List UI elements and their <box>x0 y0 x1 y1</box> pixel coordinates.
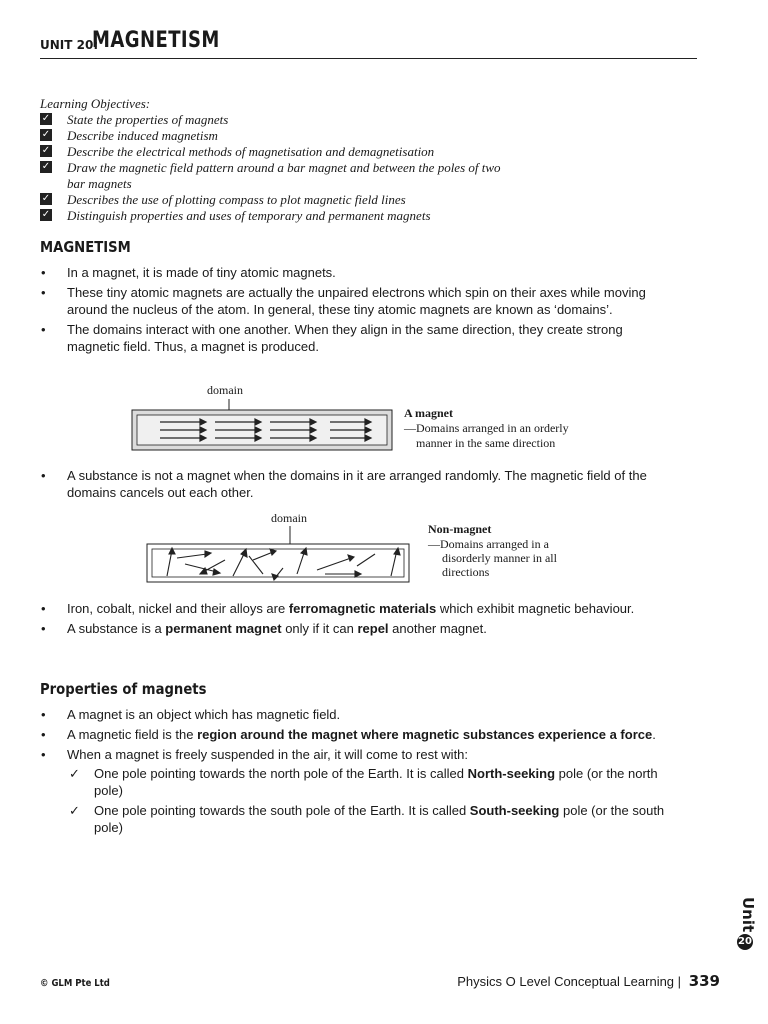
unit-label: UNIT 20: <box>40 38 99 52</box>
check-sub-item: ✓ One pole pointing towards the south pole of the Earth. It is called South-seeking pole (or the south pole) <box>67 802 665 836</box>
side-tab-label: Unit <box>739 897 757 933</box>
checkbox-checked-icon: ✓ <box>41 209 51 220</box>
footer-page-info <box>457 972 720 990</box>
magnet-bar-graphic <box>130 380 400 455</box>
unit-side-tab <box>730 897 764 947</box>
checkbox-checked-icon: ✓ <box>41 129 51 140</box>
bullet-item: • In a magnet, it is made of tiny atomic magnets. <box>40 264 665 281</box>
unit-number-badge: 20 <box>737 934 753 950</box>
nonmagnet-caption-line: directions <box>442 565 490 579</box>
properties-bullets <box>40 706 665 839</box>
objective-item <box>40 112 680 128</box>
bullet-item: • These tiny atomic magnets are actually the unpaired electrons which spin on their axes while moving around the nucleus of the atom. In general, these tiny atomic magnets are known as ‘domains’. <box>40 284 665 318</box>
learning-objectives <box>40 96 680 224</box>
objective-item <box>40 160 680 192</box>
nonmagnet-domains-diagram <box>145 508 595 588</box>
bullet-item: • A substance is a permanent magnet only if it can repel another magnet. <box>40 620 665 637</box>
bullet-item: • When a magnet is freely suspended in the air, it will come to rest with: ✓ One pole pointing towards the north pole of the Earth. It is called North-seeking pole (or the north pole) ✓ One pole pointing towards the south pole of the Earth. It is called South-seeking pole (or the south pole) <box>40 746 665 836</box>
bullet-item: • The domains interact with one another. When they align in the same direction, they create strong magnetic field. Thus, a magnet is produced. <box>40 321 665 355</box>
bullet-item: • A substance is not a magnet when the domains in it are arranged randomly. The magnetic field of the domains cancels out each other. <box>40 467 665 501</box>
footer-copyright: © GLM Pte Ltd <box>40 978 110 989</box>
objective-item <box>40 192 680 208</box>
magnetism-bullets <box>40 264 665 358</box>
objective-text: Describes the use of plotting compass to plot magnetic field lines <box>67 192 406 207</box>
properties-heading: Properties of magnets <box>40 680 207 698</box>
bullet-item: • Iron, cobalt, nickel and their alloys are ferromagnetic materials which exhibit magnetic behaviour. <box>40 600 665 617</box>
objective-text: Distinguish properties and uses of temporary and permanent magnets <box>67 208 431 223</box>
bullet-item: • A magnetic field is the region around the magnet where magnetic substances experience a force. <box>40 726 665 743</box>
checkbox-checked-icon: ✓ <box>41 161 51 172</box>
bullet-item: • A magnet is an object which has magnetic field. <box>40 706 665 723</box>
check-sub-item: ✓ One pole pointing towards the north pole of the Earth. It is called North-seeking pole (or the north pole) <box>67 765 665 799</box>
checkbox-checked-icon: ✓ <box>41 113 51 124</box>
footer-book-title: Physics O Level Conceptual Learning <box>457 974 675 989</box>
nonmagnet-caption-title: Non-magnet <box>428 522 492 536</box>
checkbox-checked-icon: ✓ <box>41 145 51 156</box>
materials-bullets <box>40 600 665 640</box>
objective-text: Describe induced magnetism <box>67 128 218 143</box>
objective-text: Draw the magnetic field pattern around a bar magnet and between the poles of two bar magnets <box>67 160 501 191</box>
magnet-caption-line: manner in the same direction <box>416 436 556 450</box>
objective-item <box>40 128 680 144</box>
domain-label: domain <box>271 511 307 525</box>
checkbox-checked-icon: ✓ <box>41 193 51 204</box>
page-number: 339 <box>688 972 720 990</box>
nonmagnet-bar-graphic <box>145 508 415 588</box>
objective-item <box>40 144 680 160</box>
domain-label: domain <box>207 383 243 397</box>
nonmagnet-caption-line: —Domains arranged in a <box>428 537 549 551</box>
magnetism-heading: MAGNETISM <box>40 238 131 256</box>
objectives-heading: Learning Objectives: <box>40 96 151 111</box>
page-header <box>40 28 697 59</box>
unit-title: MAGNETISM <box>92 28 220 53</box>
objective-item <box>40 208 680 224</box>
objective-text: State the properties of magnets <box>67 112 229 127</box>
magnet-caption-title: A magnet <box>404 406 453 420</box>
rest-position-list <box>67 765 665 836</box>
magnet-domains-diagram <box>130 380 600 455</box>
nonmagnet-caption-line: disorderly manner in all <box>442 551 557 565</box>
objective-text: Describe the electrical methods of magnetisation and demagnetisation <box>67 144 435 159</box>
footer-separator: | <box>677 974 682 989</box>
magnet-caption-line: —Domains arranged in an orderly <box>404 421 569 435</box>
nonmagnet-bullet-list <box>40 467 665 504</box>
